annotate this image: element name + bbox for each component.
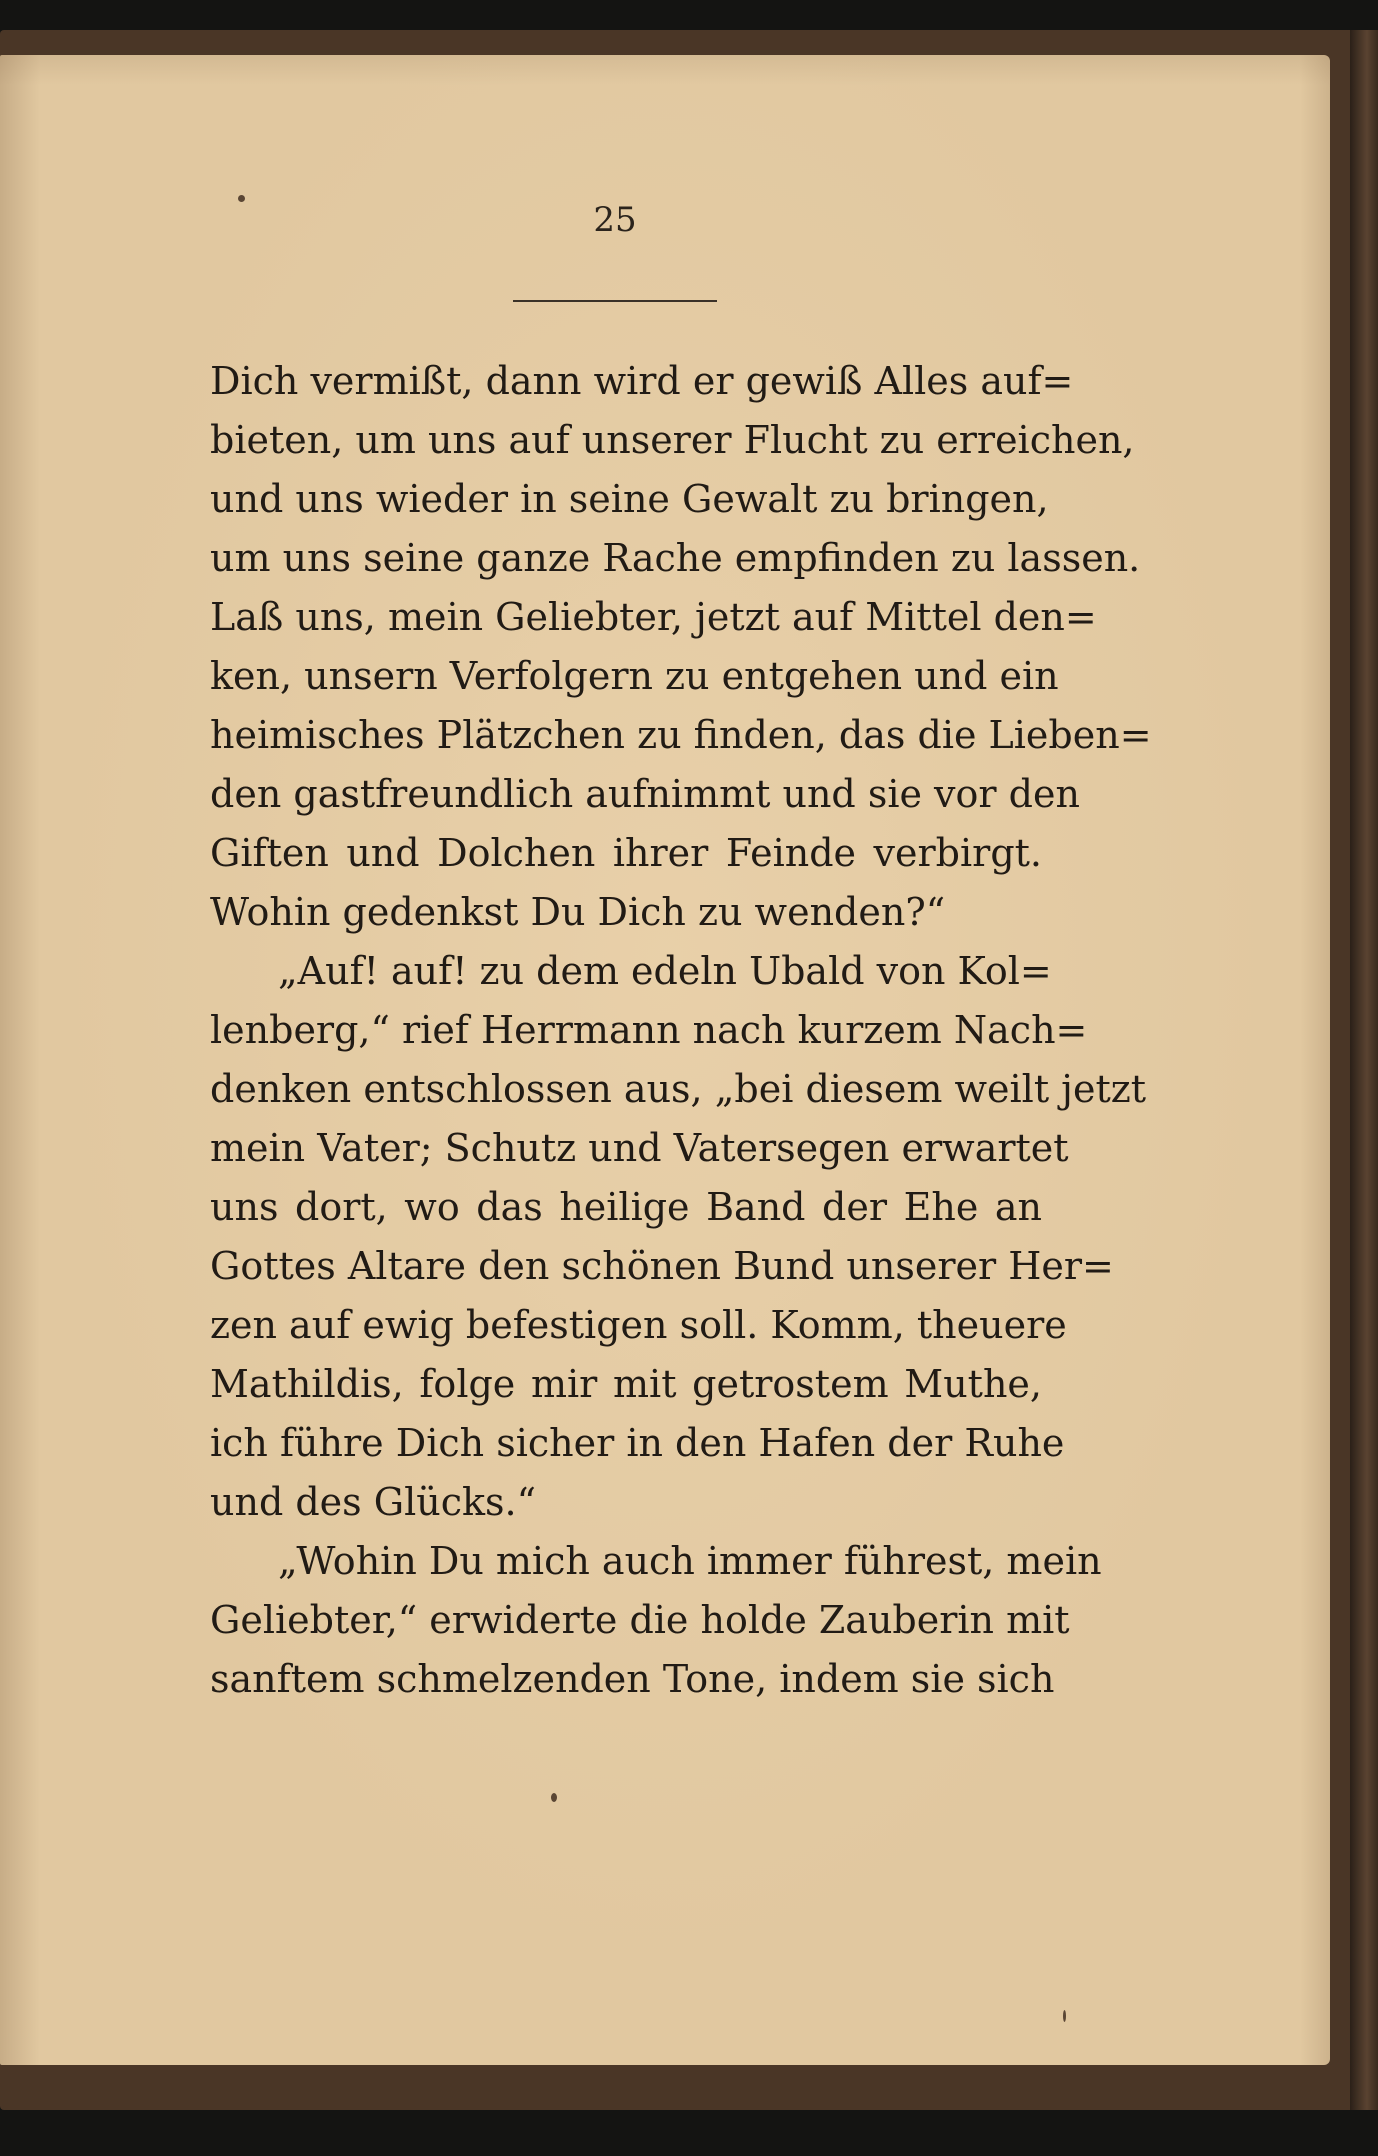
text-line: den gastfreundlich aufnimmt und sie vor den — [210, 772, 1080, 816]
text-line: „Wohin Du mich auch immer führest, mein — [278, 1539, 1102, 1583]
text-line: „Auf! auf! zu dem edeln Ubald von Kol= — [278, 949, 1052, 993]
text-line: Mathildis, folge mir mit getrostem Muthe, — [210, 1362, 1042, 1406]
text-line: Geliebter,“ erwiderte die holde Zauberin mit — [210, 1598, 1070, 1642]
paper-speck — [238, 195, 245, 202]
text-line: lenberg,“ rief Herrmann nach kurzem Nach= — [210, 1008, 1088, 1052]
text-line: und des Glücks.“ — [210, 1480, 537, 1524]
text-line: Wohin gedenkst Du Dich zu wenden?“ — [210, 890, 946, 934]
text-line: heimisches Plätzchen zu finden, das die Lieben= — [210, 713, 1152, 757]
text-line: ich führe Dich sicher in den Hafen der Ruhe — [210, 1421, 1065, 1465]
text-line: Dich vermißt, dann wird er gewiß Alles auf= — [210, 359, 1074, 403]
page-number: 25 — [593, 200, 637, 240]
text-line: um uns seine ganze Rache empfinden zu lassen. — [210, 536, 1141, 580]
book-cover-edge — [1350, 30, 1378, 2110]
text-line: zen auf ewig befestigen soll. Komm, theuere — [210, 1303, 1067, 1347]
paper-speck — [551, 1793, 557, 1802]
text-line: Laß uns, mein Geliebter, jetzt auf Mittel den= — [210, 595, 1097, 639]
text-line: mein Vater; Schutz und Vatersegen erwartet — [210, 1126, 1069, 1170]
text-line: denken entschlossen aus, „bei diesem weilt jetzt — [210, 1067, 1147, 1111]
paper-speck — [1063, 2010, 1066, 2022]
text-line: bieten, um uns auf unserer Flucht zu erreichen, — [210, 418, 1135, 462]
text-line: und uns wieder in seine Gewalt zu bringen, — [210, 477, 1049, 521]
body-text — [210, 352, 1152, 1709]
text-line: sanftem schmelzenden Tone, indem sie sich — [210, 1657, 1055, 1701]
text-line: Giften und Dolchen ihrer Feinde verbirgt. — [210, 831, 1042, 875]
text-line: ken, unsern Verfolgern zu entgehen und ein — [210, 654, 1059, 698]
text-line: uns dort, wo das heilige Band der Ehe an — [210, 1185, 1042, 1229]
header-rule — [513, 300, 717, 302]
text-line: Gottes Altare den schönen Bund unserer Her= — [210, 1244, 1114, 1288]
